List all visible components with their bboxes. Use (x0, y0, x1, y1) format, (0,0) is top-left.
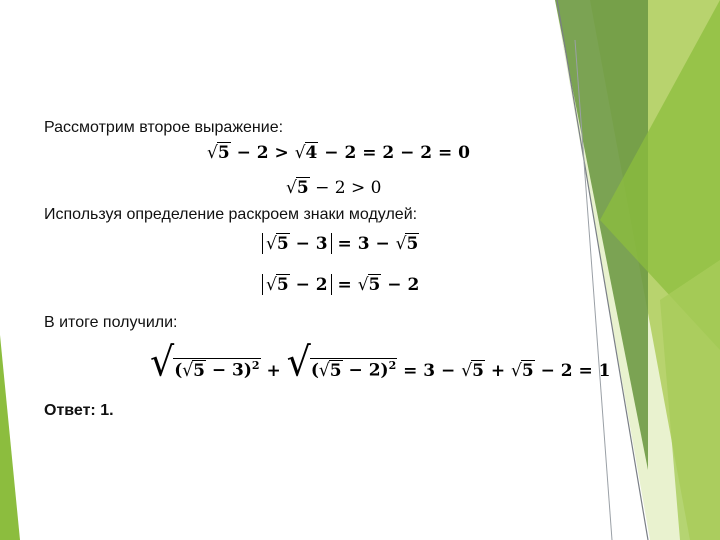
absolute-value: √ 5 − 2 (262, 274, 332, 295)
sqrt: √ 5 (286, 178, 309, 198)
sqrt: √ 5 (318, 360, 342, 382)
absolute-value: √ 5 − 3 (262, 233, 332, 254)
sqrt: √ 5 (182, 360, 205, 382)
modules-text: Используя определение раскроем знаки модулей: (44, 206, 418, 223)
left-edge-stripe (0, 335, 20, 540)
sqrt: √ 5 (511, 361, 534, 381)
result-text: В итоге получили: (44, 314, 178, 331)
sqrt: √ 5 (207, 143, 230, 163)
formula-sqrt5-minus-2-positive: √ 5 − 2 > 0 (286, 178, 382, 198)
outer-sqrt: √ ( √ 5 − 2)$^2$ (286, 338, 397, 386)
formula-abs-sqrt5-minus-2: √ 5 − 2 = √ 5 − 2 (262, 274, 419, 295)
sqrt: √ 5 (266, 275, 289, 295)
sqrt: √ 4 (294, 143, 318, 163)
sqrt: √ 5 (357, 275, 381, 295)
formula-sqrt5-compare: √ 5 − 2 > √ 4 − 2 = 2 − 2 = 0 (207, 143, 471, 163)
answer-text: Ответ: 1. (44, 402, 114, 419)
intro-text: Рассмотрим второе выражение: (44, 119, 284, 136)
outer-sqrt: √ ( √ 5 − 3)$^2$ (150, 338, 260, 386)
sqrt: √ 5 (395, 234, 419, 254)
sqrt: √ 5 (461, 361, 484, 381)
formula-abs-sqrt5-minus-3: √ 5 − 3 = 3 − √ 5 (262, 233, 419, 254)
sqrt: √ 5 (266, 234, 289, 254)
formula-final-expression: √ ( √ 5 − 3)$^2$ + √ ( √ 5 − 2)$^2$ = 3 − √ 5 + √ 5 − 2 = 1 (150, 338, 611, 386)
